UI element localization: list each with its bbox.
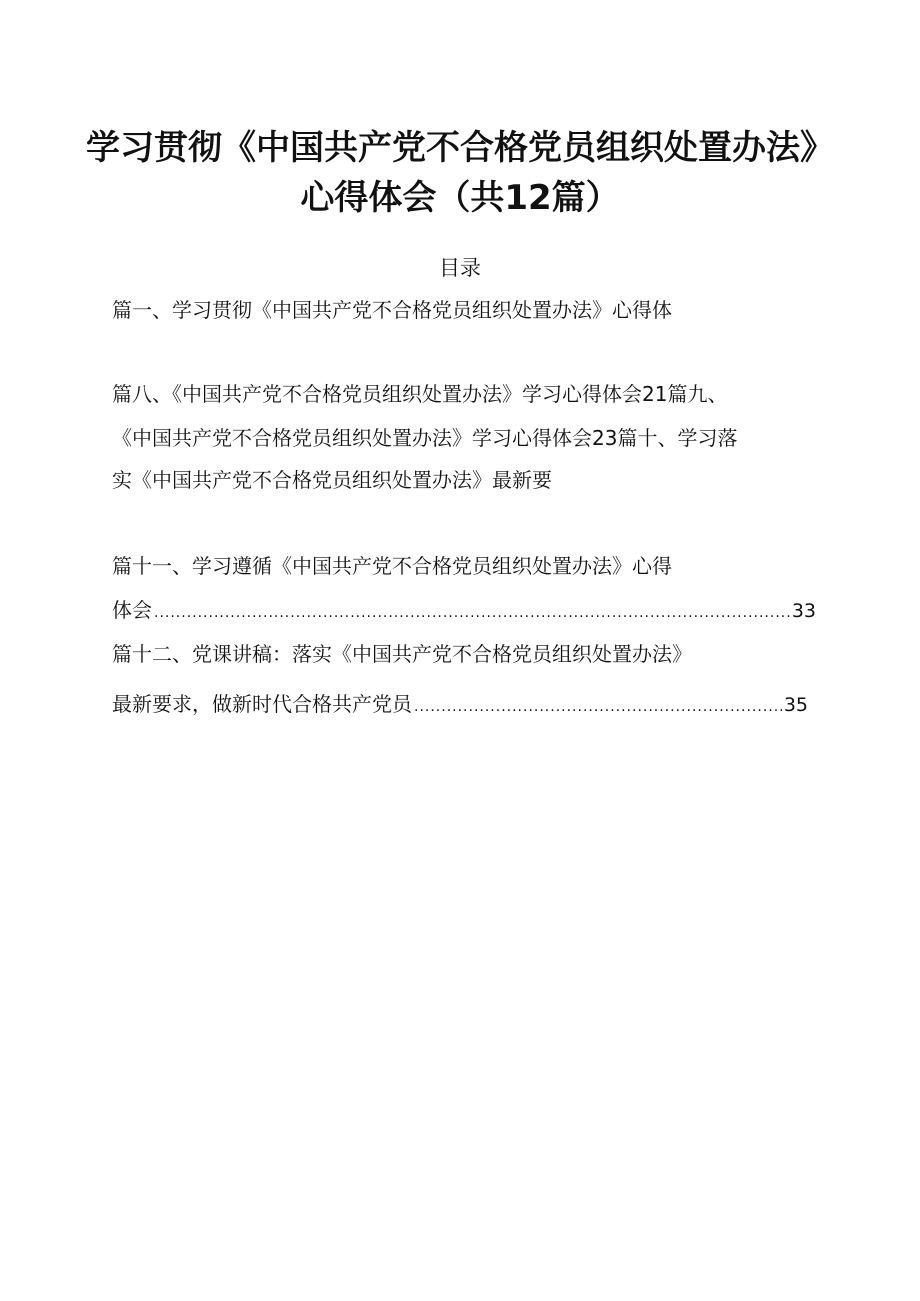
toc-entry-3: 《中国共产党不合格党员组织处置办法》学习心得体会23篇十、学习落 (112, 426, 738, 450)
toc-entry-8 (112, 690, 808, 721)
toc-entry-8-page: 35 (783, 694, 808, 716)
dot-leader (154, 599, 790, 627)
document-title-line-1: 学习贯彻《中国共产党不合格党员组织处置办法》 (86, 128, 834, 168)
toc-entry-5: 篇十一、学习遵循《中国共产党不合格党员组织处置办法》心得 (112, 554, 672, 578)
toc-entry-8-text: 最新要求，做新时代合格共产党员 (112, 692, 412, 716)
toc-heading: 目录 (439, 256, 481, 280)
toc-entry-1: 篇一、学习贯彻《中国共产党不合格党员组织处置办法》心得体 (112, 298, 672, 322)
document-title-line-2: 心得体会（共12篇） (300, 178, 620, 218)
toc-entry-6 (112, 596, 816, 627)
toc-entry-7: 篇十二、党课讲稿：落实《中国共产党不合格党员组织处置办法》 (112, 642, 692, 666)
toc-entry-2: 篇八、《中国共产党不合格党员组织处置办法》学习心得体会21篇九、 (112, 382, 728, 406)
dot-leader (414, 693, 782, 721)
toc-entry-6-page: 33 (791, 600, 816, 622)
toc-entry-6-text: 体会 (112, 598, 152, 622)
toc-entry-4: 实《中国共产党不合格党员组织处置办法》最新要 (112, 468, 552, 492)
